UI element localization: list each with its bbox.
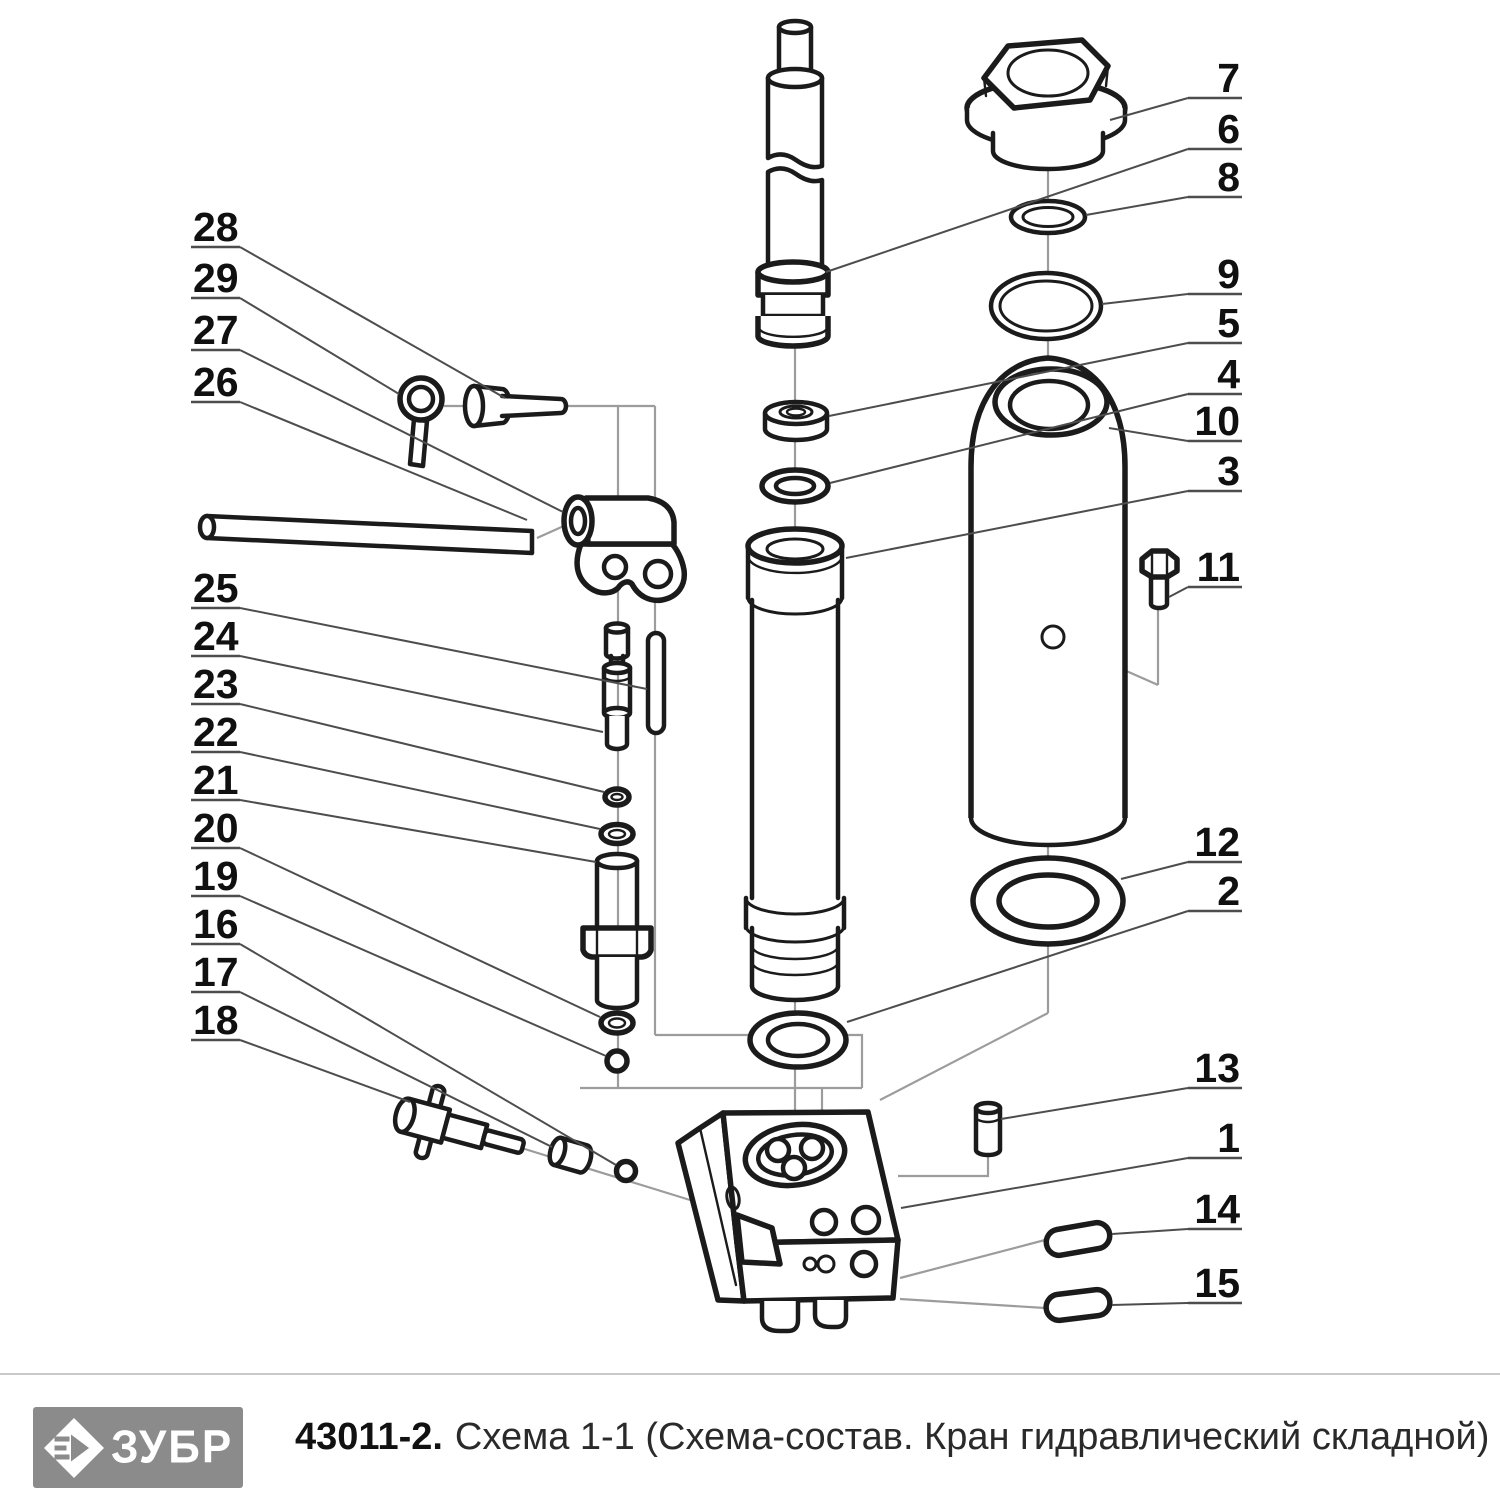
callout-leader-line — [1112, 1229, 1188, 1234]
part-pin-13 — [976, 1103, 1000, 1155]
callout-leader-line — [240, 704, 604, 792]
part-slim-pin — [648, 633, 664, 733]
part-key-ring — [400, 378, 442, 466]
callout-18 — [191, 997, 410, 1102]
part-number-label: 18 — [193, 997, 239, 1043]
part-number-label: 7 — [1217, 55, 1240, 101]
part-oring-small — [605, 789, 629, 805]
part-vent-bolt — [1142, 551, 1177, 608]
logo-text: ЗУБР — [111, 1421, 234, 1473]
callout-leader-line — [1112, 1303, 1188, 1305]
callout-25 — [191, 565, 647, 689]
callout-leader-line — [1121, 862, 1188, 879]
part-number-label: 9 — [1217, 251, 1240, 297]
callout-1 — [901, 1115, 1242, 1208]
callout-leader-line — [826, 149, 1188, 272]
part-number-label: 10 — [1194, 398, 1240, 444]
part-release-screw — [387, 1077, 533, 1182]
callout-leader-line — [1086, 197, 1188, 215]
part-plunger-rod — [758, 21, 828, 346]
part-number-label: 8 — [1217, 154, 1240, 200]
part-swivel-bracket — [564, 497, 684, 600]
callout-15 — [1112, 1260, 1242, 1306]
part-number-label: 5 — [1217, 300, 1240, 346]
schematic-title: Схема 1-1 (Схема-состав. Кран гидравлический складной) — [454, 1416, 1490, 1458]
part-number-label: 3 — [1217, 448, 1240, 494]
callout-leader-line — [1102, 294, 1188, 304]
part-number-label: 27 — [193, 307, 239, 353]
part-oring-lower — [601, 1013, 633, 1033]
part-number-label: 4 — [1217, 351, 1240, 397]
part-filler-cap — [967, 40, 1125, 169]
part-number-label: 13 — [1194, 1045, 1240, 1091]
part-base-block — [678, 1112, 898, 1331]
callout-leader-line — [240, 656, 603, 732]
part-number-label: 19 — [193, 853, 239, 899]
zubr-diamond-icon — [41, 1415, 107, 1481]
schematic-code: 43011-2. — [295, 1416, 443, 1458]
callout-leader-line — [240, 848, 600, 1017]
callout-17 — [191, 949, 552, 1147]
part-sleeve-bushing — [547, 1136, 594, 1174]
callout-leader-line — [901, 1158, 1188, 1208]
callout-26 — [191, 359, 527, 520]
footer-bar — [0, 1375, 1500, 1500]
part-oring-cylinder — [762, 470, 828, 502]
callout-21 — [191, 757, 596, 862]
part-base-oring — [973, 858, 1123, 944]
callout-leader-line — [240, 800, 596, 862]
part-roll-pin-15 — [1045, 1288, 1112, 1322]
part-screw-bolt — [465, 386, 566, 426]
part-number-label: 25 — [193, 565, 239, 611]
part-pivot-rod — [200, 516, 532, 553]
callout-leader-line — [240, 298, 399, 394]
callout-14 — [1112, 1186, 1242, 1234]
part-number-label: 28 — [193, 204, 239, 250]
part-number-label: 29 — [193, 255, 239, 301]
callout-24 — [191, 613, 603, 732]
part-steel-ball-upper — [607, 1051, 627, 1071]
part-number-label: 23 — [193, 661, 239, 707]
callout-leader-line — [240, 350, 563, 512]
part-seal-ring-large — [991, 273, 1101, 339]
part-number-label: 21 — [193, 757, 239, 803]
part-number-label: 26 — [193, 359, 239, 405]
part-number-label: 12 — [1194, 819, 1240, 865]
part-number-label: 17 — [193, 949, 239, 995]
part-number-label: 22 — [193, 709, 239, 755]
zubr-logo — [33, 1407, 243, 1488]
callout-leader-line — [240, 1040, 410, 1102]
part-roll-pin-14 — [1044, 1221, 1112, 1258]
part-number-label: 11 — [1196, 544, 1240, 590]
part-number-label: 1 — [1217, 1115, 1240, 1161]
part-number-label: 24 — [193, 613, 239, 659]
part-reservoir — [971, 358, 1125, 845]
part-steel-ball-lower — [617, 1162, 636, 1181]
callout-20 — [191, 805, 600, 1017]
part-number-label: 6 — [1217, 106, 1240, 152]
part-number-label: 2 — [1217, 868, 1240, 914]
part-number-label: 16 — [193, 901, 239, 947]
part-oring-valve — [601, 825, 633, 844]
schematic-caption — [295, 1375, 1489, 1500]
callout-leader-line — [240, 608, 647, 689]
callout-leader-line — [240, 752, 600, 829]
part-gland-bushing — [765, 402, 827, 440]
callout-13 — [1001, 1045, 1242, 1119]
callout-10 — [1109, 398, 1242, 444]
callout-19 — [191, 853, 606, 1056]
part-number-label: 20 — [193, 805, 239, 851]
part-number-label: 14 — [1194, 1186, 1240, 1232]
callout-23 — [191, 661, 604, 792]
part-ram-cylinder — [746, 529, 844, 1000]
callout-22 — [191, 709, 600, 829]
part-number-label: 15 — [1194, 1260, 1240, 1306]
callout-11 — [1169, 544, 1242, 597]
callout-leader-line — [1001, 1088, 1188, 1119]
part-seal-washer — [750, 1013, 846, 1067]
callout-9 — [1102, 251, 1242, 304]
callout-8 — [1086, 154, 1242, 215]
callout-leader-line — [1169, 587, 1188, 597]
